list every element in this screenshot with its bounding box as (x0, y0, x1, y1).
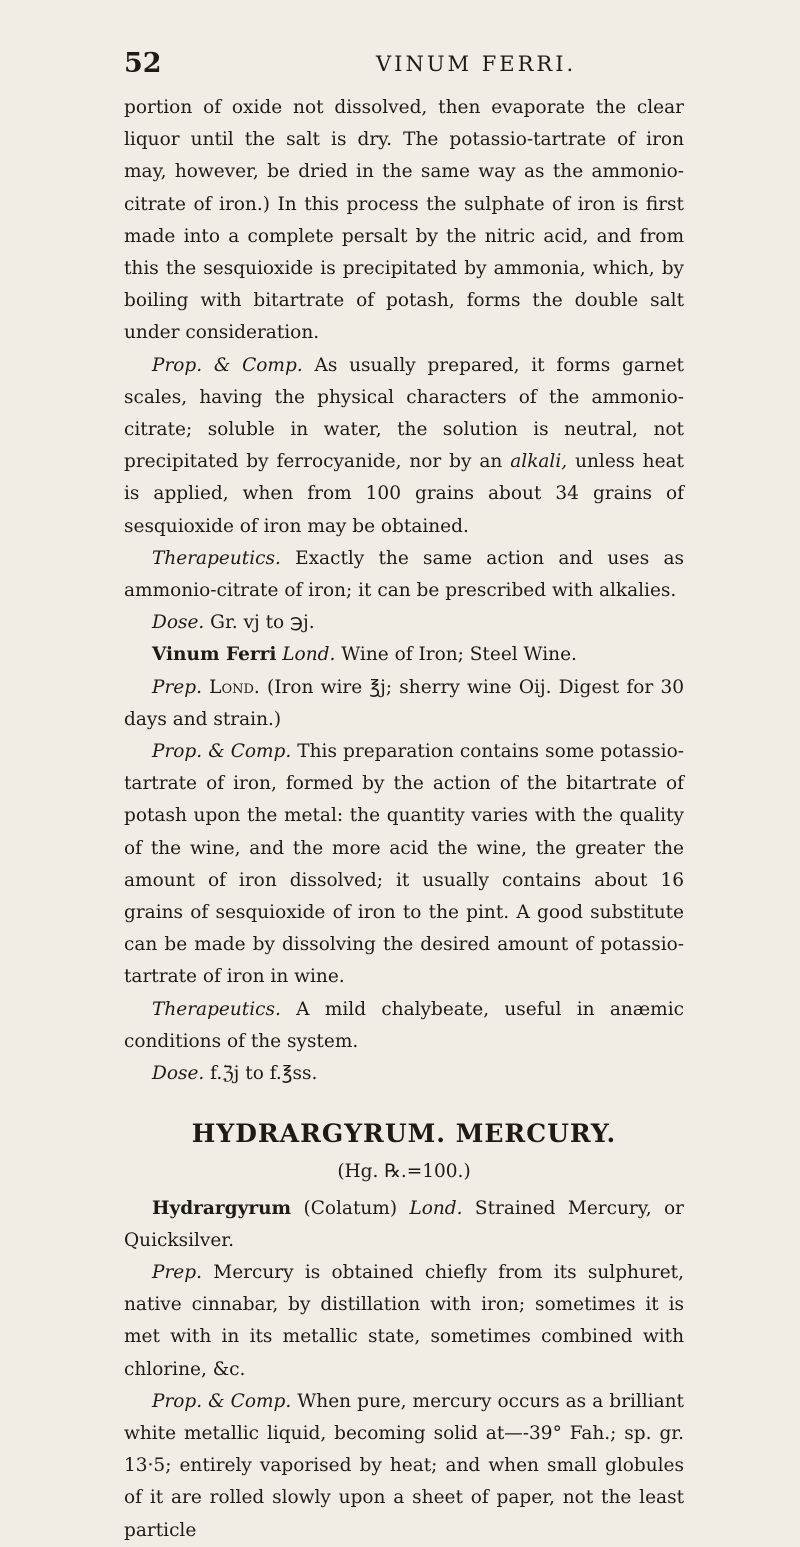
entry-hydrargyrum: Hydrargyrum (Colatum) Lond. Strained Mercury, or Quicksilver. (124, 1197, 684, 1251)
paragraph-prop-comp: Prop. & Comp. As usually prepared, it forms garnet scales, having the physical characters of the ammonio-citrate; soluble in water, the solution is neutral, not precipitated by ferrocyanide, nor by an alkali, unless heat is applied, when from 100 grains about 34 grains of sesquioxide of iron may be obtained. (124, 354, 684, 537)
subheading: Prep. (152, 1261, 202, 1283)
paragraph-therapeutics-2: Therapeutics. A mild chalybeate, useful in anæmic conditions of the system. (124, 998, 684, 1052)
running-title: VINUM FERRI. (376, 52, 577, 76)
paragraph-prep: Prep. Lond. (Iron wire ℥j; sherry wine Oij. Digest for 30 days and strain.) (124, 676, 684, 730)
paragraph-therapeutics: Therapeutics. Exactly the same action and uses as ammonio-citrate of iron; it can be prescribed with alkalies. (124, 547, 684, 602)
entry-vinum-ferri: Vinum Ferri Lond. Wine of Iron; Steel Wine. (152, 644, 577, 666)
subheading: Therapeutics. (152, 998, 281, 1020)
paragraph-dose: Dose. Gr. vj to ℈j. (152, 612, 315, 634)
section-title: HYDRARGYRUM. MERCURY. (191, 1119, 617, 1149)
paragraph-prop-comp-3: Prop. & Comp. When pure, mercury occurs as a brilliant white metallic liquid, becoming solid at—-39° Fah.; sp. gr. 13·5; entirely vaporised by heat; and when small globules of it are rolled slowly upon a sheet of paper, not the least particle (124, 1390, 684, 1541)
paragraph-dose-2: Dose. f.ℨj to f.℥ss. (152, 1063, 318, 1085)
entry-title: Vinum Ferri (152, 644, 277, 666)
paragraph-prep-2: Prep. Mercury is obtained chiefly from its sulphuret, native cinnabar, by distillation with iron; sometimes it is met with in its metallic state, sometimes combined with chlorine, &c. (124, 1261, 684, 1380)
paragraph-prop-comp-2: Prop. & Comp. This preparation contains some potassio-tartrate of iron, formed by the action of the bitartrate of potash upon the metal: the quantity varies with the quality of the wine, and the more acid the wine, the greater the amount of iron dissolved; it usually contains about 16 grains of sesquioxide of iron to the pint. A good substitute can be made by dissolving the desired amount of potassio-tartrate of iron in wine. (124, 741, 684, 988)
chemical-formula: (Hg. ℞.=100.) (337, 1161, 471, 1183)
entry-title: Hydrargyrum (152, 1197, 292, 1219)
subheading: Prop. & Comp. (152, 1390, 292, 1412)
subheading: Dose. (152, 1063, 205, 1085)
subheading: Prop. & Comp. (152, 741, 292, 763)
page-number: 52 (124, 48, 162, 79)
subheading: Prep. (152, 676, 202, 698)
subheading: Therapeutics. (152, 547, 281, 569)
subheading: Prop. & Comp. (152, 354, 303, 376)
page-body (124, 92, 684, 1547)
subheading: Dose. (152, 612, 205, 634)
running-header (124, 48, 684, 82)
paragraph-continuation: portion of oxide not dissolved, then evaporate the clear liquor until the salt is dry. The potassio-tartrate of iron may, however, be dried in the same way as the ammonio-citrate of iron.) In this process the sulphate of iron is first made into a complete persalt by the nitric acid, and from this the sesquioxide is precipitated by ammonia, which, by boiling with bitartrate of potash, forms the double salt under consideration. (124, 97, 684, 344)
